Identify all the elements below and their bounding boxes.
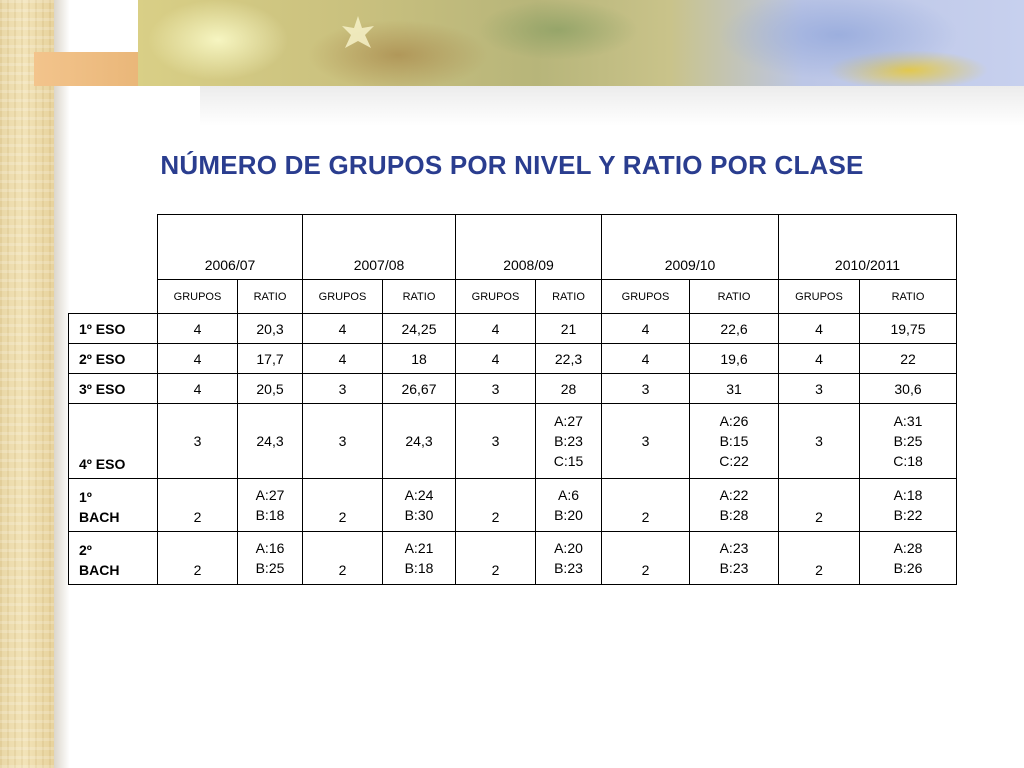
level-label: 2º BACH [69, 532, 158, 585]
year-header: 2010/2011 [779, 215, 957, 280]
ratio-cell: A:16 B:25 [238, 532, 303, 585]
ratio-cell: A:26 B:15 C:22 [690, 404, 779, 479]
ratio-cell: 24,3 [238, 404, 303, 479]
grupos-cell: 3 [602, 404, 690, 479]
table-row [69, 344, 957, 374]
table-row [69, 404, 957, 479]
grupos-header: GRUPOS [456, 280, 536, 314]
grupos-cell: 3 [456, 404, 536, 479]
ratio-cell: A:21 B:18 [383, 532, 456, 585]
ratio-header: RATIO [860, 280, 957, 314]
grupos-cell: 2 [456, 532, 536, 585]
grupos-cell: 4 [303, 344, 383, 374]
grupos-cell: 3 [158, 404, 238, 479]
grupos-cell: 2 [602, 479, 690, 532]
grupos-header: GRUPOS [602, 280, 690, 314]
ratio-cell: 22 [860, 344, 957, 374]
grupos-header: GRUPOS [779, 280, 860, 314]
table-row [69, 374, 957, 404]
groups-ratio-table [68, 214, 957, 585]
year-header: 2009/10 [602, 215, 779, 280]
grupos-cell: 2 [779, 532, 860, 585]
ratio-cell: A:28 B:26 [860, 532, 957, 585]
table-row [69, 532, 957, 585]
grupos-cell: 4 [158, 374, 238, 404]
grupos-cell: 3 [303, 404, 383, 479]
grupos-cell: 4 [158, 344, 238, 374]
level-label: 4º ESO [69, 404, 158, 479]
grupos-cell: 4 [779, 344, 860, 374]
ratio-cell: 28 [536, 374, 602, 404]
grupos-cell: 3 [602, 374, 690, 404]
grupos-cell: 4 [456, 344, 536, 374]
ratio-cell: A:27 B:18 [238, 479, 303, 532]
corner-cell [69, 215, 158, 280]
year-header: 2008/09 [456, 215, 602, 280]
ratio-cell: 18 [383, 344, 456, 374]
year-header-row [69, 215, 957, 280]
level-label: 1º ESO [69, 314, 158, 344]
grupos-cell: 4 [158, 314, 238, 344]
grupos-cell: 2 [303, 479, 383, 532]
ratio-cell: 21 [536, 314, 602, 344]
ratio-cell: 20,3 [238, 314, 303, 344]
grupos-cell: 3 [779, 374, 860, 404]
leaf-decoration-icon [338, 14, 378, 54]
year-header: 2007/08 [303, 215, 456, 280]
banner-shadow [200, 86, 1024, 126]
grupos-cell: 4 [456, 314, 536, 344]
subheader-row [69, 280, 957, 314]
ratio-cell: A:22 B:28 [690, 479, 779, 532]
left-texture-strip [0, 0, 54, 768]
grupos-cell: 3 [456, 374, 536, 404]
grupos-cell: 2 [602, 532, 690, 585]
grupos-cell: 2 [456, 479, 536, 532]
top-banner [138, 0, 1024, 86]
ratio-cell: 24,3 [383, 404, 456, 479]
ratio-cell: 19,75 [860, 314, 957, 344]
year-header: 2006/07 [158, 215, 303, 280]
ratio-header: RATIO [536, 280, 602, 314]
page-title: NÚMERO DE GRUPOS POR NIVEL Y RATIO POR CLASE [160, 150, 864, 180]
ratio-cell: 24,25 [383, 314, 456, 344]
ratio-cell: A:6 B:20 [536, 479, 602, 532]
grupos-cell: 4 [779, 314, 860, 344]
ratio-cell: 22,6 [690, 314, 779, 344]
grupos-cell: 2 [779, 479, 860, 532]
level-label: 2º ESO [69, 344, 158, 374]
ratio-cell: 19,6 [690, 344, 779, 374]
ratio-cell: A:31 B:25 C:18 [860, 404, 957, 479]
ratio-cell: 30,6 [860, 374, 957, 404]
banner-accent [34, 52, 144, 86]
grupos-cell: 2 [158, 532, 238, 585]
grupos-cell: 2 [303, 532, 383, 585]
ratio-header: RATIO [238, 280, 303, 314]
grupos-header: GRUPOS [303, 280, 383, 314]
corner-cell [69, 280, 158, 314]
level-label: 3º ESO [69, 374, 158, 404]
grupos-cell: 4 [602, 344, 690, 374]
level-label: 1º BACH [69, 479, 158, 532]
ratio-cell: 31 [690, 374, 779, 404]
grupos-header: GRUPOS [158, 280, 238, 314]
ratio-cell: A:24 B:30 [383, 479, 456, 532]
ratio-cell: 22,3 [536, 344, 602, 374]
ratio-cell: A:23 B:23 [690, 532, 779, 585]
ratio-header: RATIO [383, 280, 456, 314]
grupos-cell: 3 [779, 404, 860, 479]
grupos-cell: 4 [303, 314, 383, 344]
ratio-cell: A:27 B:23 C:15 [536, 404, 602, 479]
ratio-cell: A:18 B:22 [860, 479, 957, 532]
grupos-cell: 4 [602, 314, 690, 344]
ratio-cell: 20,5 [238, 374, 303, 404]
ratio-cell: A:20 B:23 [536, 532, 602, 585]
ratio-header: RATIO [690, 280, 779, 314]
table-row [69, 479, 957, 532]
ratio-cell: 26,67 [383, 374, 456, 404]
table-row [69, 314, 957, 344]
grupos-cell: 2 [158, 479, 238, 532]
ratio-cell: 17,7 [238, 344, 303, 374]
grupos-cell: 3 [303, 374, 383, 404]
